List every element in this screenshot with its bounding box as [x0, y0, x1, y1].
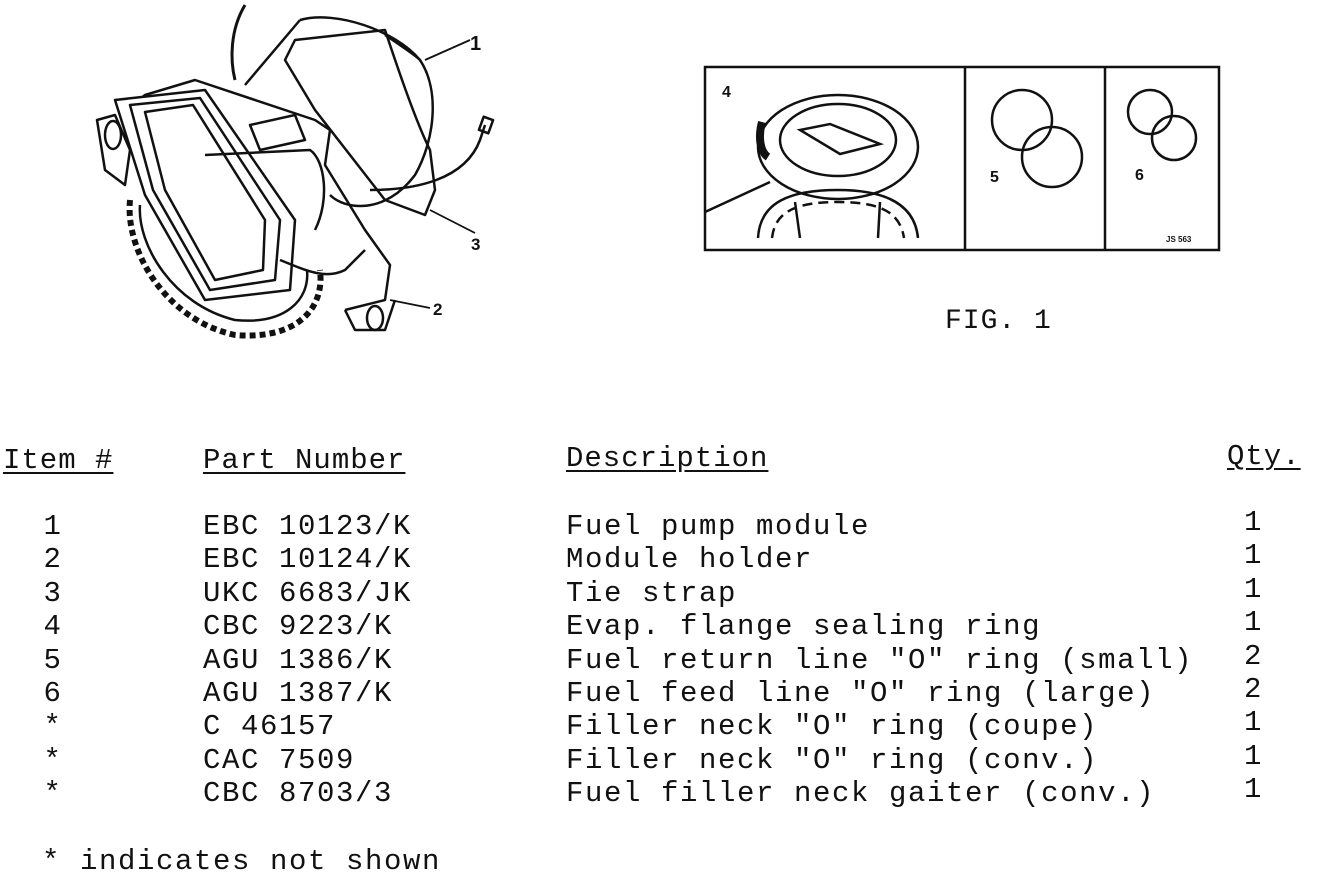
header-item-number: Item # — [3, 444, 114, 477]
table-row — [0, 639, 1328, 677]
callout-1: 1 — [470, 33, 482, 55]
row-description: Fuel feed line "O" ring (large) — [566, 676, 1156, 710]
row-description: Evap. flange sealing ring — [566, 610, 1042, 644]
row-quantity: 1 — [1244, 773, 1264, 807]
callout-2: 2 — [433, 300, 443, 319]
callout-4: 4 — [722, 84, 731, 101]
row-description: Fuel filler neck gaiter (conv.) — [566, 777, 1156, 811]
row-part-number: EBC 10124/K — [203, 543, 413, 577]
callout-3: 3 — [471, 235, 481, 254]
row-part-number: AGU 1386/K — [203, 643, 394, 677]
table-row — [0, 706, 1328, 744]
row-item: 4 — [43, 610, 63, 644]
callout-5: 5 — [990, 169, 999, 186]
row-quantity: 1 — [1244, 539, 1264, 573]
row-part-number: C 46157 — [203, 710, 337, 744]
row-item: 2 — [43, 543, 63, 577]
table-row — [0, 572, 1328, 610]
fuel-pump-module-illustration — [85, 0, 555, 345]
row-quantity: 1 — [1244, 706, 1264, 740]
row-description: Tie strap — [566, 576, 738, 610]
row-part-number: CBC 9223/K — [203, 610, 394, 644]
row-quantity: 2 — [1244, 639, 1264, 673]
row-item: * — [43, 743, 63, 777]
table-row — [0, 739, 1328, 777]
seal-detail-panel — [700, 62, 1225, 254]
row-item: * — [43, 777, 63, 811]
callout-6: 6 — [1135, 167, 1144, 184]
row-part-number: CBC 8703/3 — [203, 777, 394, 811]
table-row — [0, 606, 1328, 644]
table-row — [0, 539, 1328, 577]
figure-caption: FIG. 1 — [945, 306, 1052, 337]
table-row — [0, 672, 1328, 710]
header-description: Description — [566, 442, 769, 475]
row-description: Filler neck "O" ring (coupe) — [566, 710, 1099, 744]
table-row — [0, 506, 1328, 543]
row-item: * — [43, 710, 63, 744]
row-description: Fuel pump module — [566, 510, 871, 543]
row-part-number: CAC 7509 — [203, 743, 356, 777]
row-part-number: EBC 10123/K — [203, 510, 413, 543]
footnote: * indicates not shown — [42, 845, 442, 878]
header-quantity: Qty. — [1227, 440, 1301, 473]
row-quantity: 1 — [1244, 572, 1264, 606]
parts-table-body — [0, 506, 1328, 811]
seal-ref-code: JS 563 — [1166, 235, 1192, 244]
row-item: 5 — [43, 643, 63, 677]
row-quantity: 1 — [1244, 506, 1264, 539]
row-item: 1 — [43, 510, 63, 543]
row-item: 6 — [43, 676, 63, 710]
row-description: Fuel return line "O" ring (small) — [566, 643, 1194, 677]
row-quantity: 1 — [1244, 739, 1264, 773]
row-description: Module holder — [566, 543, 814, 577]
row-part-number: AGU 1387/K — [203, 676, 394, 710]
header-part-number: Part Number — [203, 444, 406, 477]
row-part-number: UKC 6683/JK — [203, 576, 413, 610]
row-quantity: 2 — [1244, 672, 1264, 706]
row-quantity: 1 — [1244, 606, 1264, 640]
table-row — [0, 773, 1328, 811]
row-description: Filler neck "O" ring (conv.) — [566, 743, 1099, 777]
row-item: 3 — [43, 576, 63, 610]
